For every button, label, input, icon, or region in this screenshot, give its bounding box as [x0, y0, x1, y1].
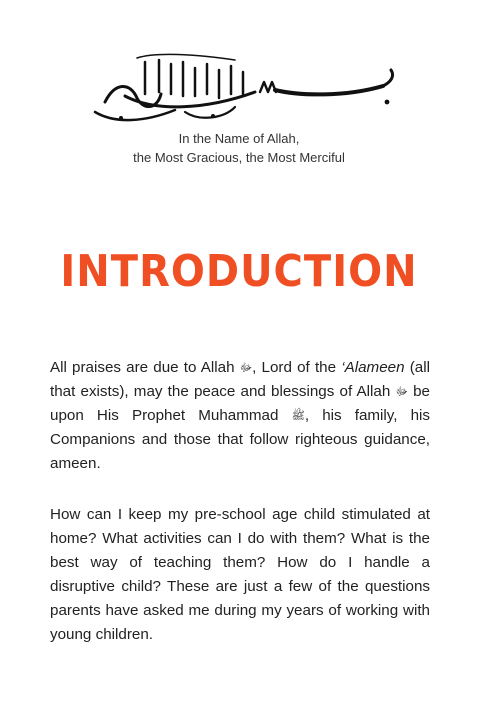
basmala-subtitle-line-1: In the Name of Allah,	[178, 131, 300, 146]
honorific-glyph: ﷺ	[291, 410, 305, 422]
basmala-subtitle-line-2: the Most Gracious, the Most Merciful	[133, 150, 345, 165]
honorific-glyph: ﷻ	[239, 362, 253, 374]
paragraph-1-text-d: be upon His Prophet Muhammad	[50, 383, 430, 424]
paragraph-1-text-a: All praises are due to Allah	[50, 359, 235, 376]
basmala-calligraphy	[85, 52, 405, 132]
paragraph-1-text-e: , his family, his Companions and those that follow righteous guidance, ameen.	[50, 407, 430, 472]
page-heading: INTRODUCTION	[60, 247, 418, 297]
honorific-glyph: ﷻ	[395, 386, 408, 398]
paragraph-2: How can I keep my pre-school age child stimulated at home? What activities can I do with them? What is the best way of teaching them? How do I handle a disruptive child? These are just a few of the questions parents have asked me during my years of working with young children.	[50, 506, 430, 643]
paragraph-1-term: ‘Alameen	[341, 359, 405, 376]
paragraph-1	[50, 356, 430, 476]
paragraph-1-text-b: , Lord of the	[252, 359, 342, 376]
paragraph-1-text-c: (all that exists), may the peace and blessings of Allah	[50, 359, 430, 400]
